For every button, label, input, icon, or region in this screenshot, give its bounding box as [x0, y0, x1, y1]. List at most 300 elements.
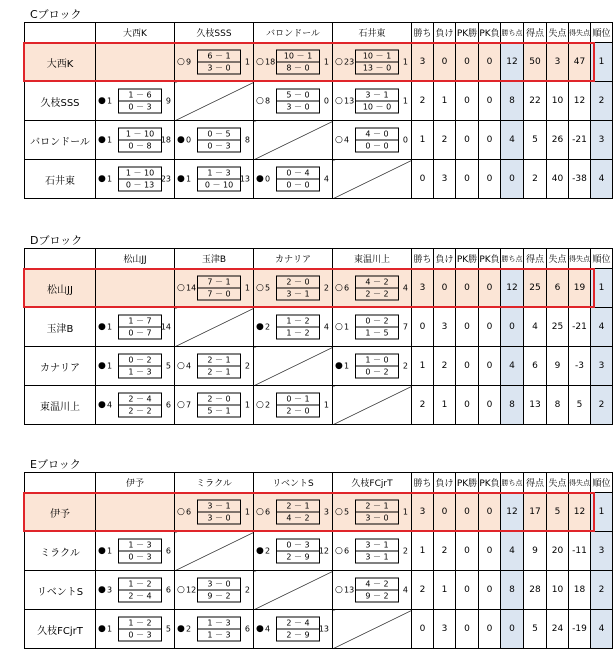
match-cell [96, 571, 175, 610]
stat-losses: 3 [434, 308, 456, 347]
stat-goal-difference: -38 [569, 160, 591, 199]
match-cell [254, 386, 333, 425]
stat-goals-against: 24 [547, 610, 569, 649]
goals-conceded: 14 [160, 322, 171, 332]
stat-wins: 3 [412, 493, 434, 532]
match-cell [175, 121, 254, 160]
stat-pk-wins: 0 [456, 121, 479, 160]
second-half-score: 0 － 3 [198, 140, 240, 152]
second-half-score: 8 － 0 [277, 62, 319, 74]
first-half-score: 1 － 0 [365, 355, 389, 365]
result-mark: ● [177, 624, 185, 634]
match-cell [96, 610, 175, 649]
second-half-score: 0 － 2 [356, 366, 398, 378]
match-cell [96, 160, 175, 199]
half-scores [197, 617, 241, 642]
first-half-score: 5 － 0 [286, 90, 310, 100]
first-half-score: 4 － 0 [365, 129, 389, 139]
goals-scored: 6 [265, 507, 271, 517]
col-header-goals-against: 失点 [547, 23, 569, 43]
stat-pk-wins: 0 [456, 610, 479, 649]
goals-scored: 4 [186, 361, 192, 371]
half-scores [355, 539, 399, 564]
col-header-team: 伊予 [96, 473, 175, 493]
half-scores [197, 128, 241, 153]
first-half-score: 6 － 1 [207, 51, 231, 61]
stat-rank: 2 [591, 571, 613, 610]
first-half-score: 2 － 1 [365, 501, 389, 511]
result-mark: ● [256, 174, 264, 184]
stat-pk-wins: 0 [456, 269, 479, 308]
col-header-rank: 順位 [591, 473, 613, 493]
stat-pk-losses: 0 [479, 43, 501, 82]
second-half-score: 2 － 0 [277, 405, 319, 417]
goals-scored: 18 [265, 57, 276, 67]
first-half-score: 2 － 1 [286, 501, 310, 511]
stat-pk-losses: 0 [479, 82, 501, 121]
goals-conceded: 2 [244, 361, 250, 371]
stat-goals-for: 9 [524, 532, 547, 571]
goals-scored: 6 [186, 507, 192, 517]
goals-scored: 5 [344, 507, 350, 517]
col-header-team: カナリア [254, 249, 333, 269]
stat-goal-difference: -11 [569, 532, 591, 571]
goals-scored: 2 [265, 322, 271, 332]
half-scores [355, 315, 399, 340]
second-half-score: 7 － 0 [198, 288, 240, 300]
stat-rank: 2 [591, 82, 613, 121]
result-mark: ○ [177, 585, 185, 595]
stat-goal-difference: 18 [569, 571, 591, 610]
corner-cell [25, 249, 96, 269]
col-header-rank: 順位 [591, 23, 613, 43]
row-header-team: ミラクル [25, 532, 96, 571]
first-half-score: 10 － 1 [362, 51, 392, 61]
team-row [25, 386, 613, 425]
half-scores [355, 578, 399, 603]
stat-wins: 0 [412, 160, 434, 199]
team-row [25, 493, 613, 532]
stat-pk-wins: 0 [456, 493, 479, 532]
match-cell [333, 82, 412, 121]
team-row [25, 308, 613, 347]
stat-win-points: 4 [501, 347, 524, 386]
team-row [25, 160, 613, 199]
goals-conceded: 23 [160, 174, 171, 184]
goals-conceded: 6 [165, 585, 171, 595]
first-half-score: 2 － 0 [286, 277, 310, 287]
stat-goals-for: 13 [524, 386, 547, 425]
col-header-pk-wins: PK勝 [456, 473, 479, 493]
goals-scored: 1 [107, 135, 113, 145]
col-header-goals-against: 失点 [547, 473, 569, 493]
stat-wins: 3 [412, 269, 434, 308]
stat-pk-losses: 0 [479, 571, 501, 610]
goals-conceded: 2 [402, 361, 408, 371]
stat-win-points: 0 [501, 610, 524, 649]
result-mark: ○ [335, 57, 343, 67]
match-cell [333, 493, 412, 532]
goals-scored: 1 [107, 546, 113, 556]
goals-conceded: 4 [402, 585, 408, 595]
stat-losses: 2 [434, 121, 456, 160]
match-cell [333, 43, 412, 82]
stat-goals-for: 6 [524, 347, 547, 386]
stat-goals-for: 25 [524, 269, 547, 308]
stat-goals-for: 5 [524, 121, 547, 160]
stat-goal-difference: 12 [569, 493, 591, 532]
half-scores [197, 50, 241, 75]
col-header-pk-losses: PK負 [479, 23, 501, 43]
stat-goals-against: 9 [547, 347, 569, 386]
second-half-score: 2 － 9 [277, 551, 319, 563]
stat-win-points: 4 [501, 532, 524, 571]
match-cell [254, 308, 333, 347]
second-half-score: 9 － 2 [198, 590, 240, 602]
self-match-cell [333, 610, 412, 649]
match-cell [333, 269, 412, 308]
stat-pk-wins: 0 [456, 160, 479, 199]
second-half-score: 1 － 2 [277, 327, 319, 339]
stat-losses: 2 [434, 347, 456, 386]
goals-scored: 1 [107, 96, 113, 106]
first-half-score: 3 － 1 [365, 90, 389, 100]
goals-conceded: 4 [323, 322, 329, 332]
goals-conceded: 1 [244, 57, 250, 67]
goals-scored: 1 [344, 361, 350, 371]
stat-win-points: 4 [501, 121, 524, 160]
match-cell [254, 160, 333, 199]
half-scores [118, 393, 162, 418]
stat-goals-for: 4 [524, 308, 547, 347]
col-header-team: 東温川上 [333, 249, 412, 269]
goals-conceded: 1 [244, 400, 250, 410]
match-cell [254, 493, 333, 532]
first-half-score: 2 － 0 [207, 394, 231, 404]
second-half-score: 10 － 0 [356, 101, 398, 113]
stat-pk-wins: 0 [456, 347, 479, 386]
stat-pk-losses: 0 [479, 269, 501, 308]
stat-goals-against: 26 [547, 121, 569, 160]
stat-goals-for: 17 [524, 493, 547, 532]
row-header-team: 大西K [25, 43, 96, 82]
result-mark: ○ [177, 283, 185, 293]
stat-goal-difference: -21 [569, 308, 591, 347]
goals-scored: 12 [186, 585, 197, 595]
goals-conceded: 3 [323, 507, 329, 517]
col-header-losses: 負け [434, 249, 456, 269]
result-mark: ● [177, 174, 185, 184]
team-row [25, 610, 613, 649]
col-header-rank: 順位 [591, 249, 613, 269]
goals-scored: 4 [265, 624, 271, 634]
stat-wins: 3 [412, 43, 434, 82]
stat-rank: 3 [591, 532, 613, 571]
goals-scored: 4 [344, 135, 350, 145]
stat-wins: 2 [412, 82, 434, 121]
goals-scored: 1 [107, 322, 113, 332]
goals-scored: 3 [107, 585, 113, 595]
col-header-pk-losses: PK負 [479, 249, 501, 269]
goals-scored: 9 [186, 57, 192, 67]
row-header-team: カナリア [25, 347, 96, 386]
stat-pk-wins: 0 [456, 308, 479, 347]
stat-pk-losses: 0 [479, 121, 501, 160]
stat-goals-against: 8 [547, 386, 569, 425]
row-header-team: リベントS [25, 571, 96, 610]
stat-losses: 3 [434, 160, 456, 199]
col-header-losses: 負け [434, 23, 456, 43]
match-cell [96, 308, 175, 347]
col-header-goals-for: 得点 [524, 473, 547, 493]
corner-cell [25, 23, 96, 43]
stat-wins: 0 [412, 610, 434, 649]
stat-win-points: 0 [501, 308, 524, 347]
stat-win-points: 12 [501, 43, 524, 82]
match-cell [175, 347, 254, 386]
col-header-goals-for: 得点 [524, 23, 547, 43]
result-mark: ● [98, 546, 106, 556]
goals-conceded: 13 [318, 624, 329, 634]
stat-goal-difference: 19 [569, 269, 591, 308]
col-header-win-points: 勝ち点 [501, 249, 524, 269]
goals-scored: 23 [344, 57, 355, 67]
col-header-team: 玉津B [175, 249, 254, 269]
goals-conceded: 1 [402, 57, 408, 67]
half-scores [118, 128, 162, 153]
second-half-score: 3 － 0 [356, 512, 398, 524]
second-half-score: 1 － 5 [356, 327, 398, 339]
second-half-score: 4 － 2 [277, 512, 319, 524]
self-match-cell [333, 160, 412, 199]
col-header-pk-losses: PK負 [479, 473, 501, 493]
self-match-cell [254, 347, 333, 386]
self-match-cell [254, 121, 333, 160]
stat-goals-against: 5 [547, 493, 569, 532]
stat-goals-against: 6 [547, 269, 569, 308]
team-row [25, 121, 613, 160]
half-scores [355, 276, 399, 301]
half-scores [197, 500, 241, 525]
stat-losses: 1 [434, 571, 456, 610]
first-half-score: 1 － 3 [207, 168, 231, 178]
goals-scored: 0 [265, 174, 271, 184]
first-half-score: 7 － 1 [207, 277, 231, 287]
goals-conceded: 0 [323, 96, 329, 106]
first-half-score: 1 － 3 [207, 618, 231, 628]
corner-cell [25, 473, 96, 493]
second-half-score: 2 － 9 [277, 629, 319, 641]
second-half-score: 13 － 0 [356, 62, 398, 74]
half-scores [118, 617, 162, 642]
match-cell [254, 610, 333, 649]
second-half-score: 0 － 3 [119, 101, 161, 113]
result-mark: ○ [177, 400, 185, 410]
stat-wins: 1 [412, 532, 434, 571]
half-scores [276, 167, 320, 192]
stat-rank: 2 [591, 386, 613, 425]
goals-conceded: 2 [402, 546, 408, 556]
first-half-score: 0 － 2 [128, 355, 152, 365]
match-cell [254, 269, 333, 308]
first-half-score: 1 － 6 [128, 90, 152, 100]
stat-pk-wins: 0 [456, 386, 479, 425]
first-half-score: 1 － 2 [286, 316, 310, 326]
goals-scored: 2 [265, 400, 271, 410]
result-mark: ○ [335, 96, 343, 106]
col-header-team: 石井東 [333, 23, 412, 43]
first-half-score: 1 － 7 [128, 316, 152, 326]
result-mark: ○ [335, 585, 343, 595]
match-cell [175, 571, 254, 610]
goals-scored: 1 [107, 174, 113, 184]
result-mark: ○ [177, 507, 185, 517]
half-scores [276, 500, 320, 525]
stat-losses: 1 [434, 386, 456, 425]
match-cell [96, 532, 175, 571]
result-mark: ○ [335, 283, 343, 293]
block-0 [0, 0, 611, 197]
goals-conceded: 2 [244, 585, 250, 595]
stat-wins: 1 [412, 121, 434, 160]
goals-conceded: 4 [323, 174, 329, 184]
match-cell [333, 347, 412, 386]
first-half-score: 4 － 2 [365, 579, 389, 589]
block-title: Dブロック [30, 234, 83, 247]
result-mark: ● [98, 624, 106, 634]
row-header-team: 玉津B [25, 308, 96, 347]
stat-rank: 1 [591, 493, 613, 532]
goals-conceded: 18 [160, 135, 171, 145]
stat-goals-for: 50 [524, 43, 547, 82]
second-half-score: 1 － 3 [198, 629, 240, 641]
half-scores [197, 354, 241, 379]
second-half-score: 2 － 2 [356, 288, 398, 300]
col-header-goal-difference: 得失点 [569, 249, 591, 269]
stat-pk-losses: 0 [479, 493, 501, 532]
half-scores [355, 500, 399, 525]
goals-scored: 0 [186, 135, 192, 145]
result-mark: ● [98, 322, 106, 332]
stat-rank: 4 [591, 308, 613, 347]
self-match-cell [175, 308, 254, 347]
match-cell [96, 121, 175, 160]
result-mark: ● [256, 322, 264, 332]
second-half-score: 9 － 2 [356, 590, 398, 602]
result-mark: ○ [335, 135, 343, 145]
col-header-wins: 勝ち [412, 249, 434, 269]
goals-conceded: 1 [323, 57, 329, 67]
stat-goals-against: 20 [547, 532, 569, 571]
self-match-cell [175, 532, 254, 571]
stat-pk-losses: 0 [479, 160, 501, 199]
stat-pk-wins: 0 [456, 532, 479, 571]
match-cell [96, 347, 175, 386]
stat-pk-wins: 0 [456, 571, 479, 610]
first-half-score: 0 － 5 [207, 129, 231, 139]
stat-goals-for: 28 [524, 571, 547, 610]
goals-scored: 14 [186, 283, 197, 293]
col-header-win-points: 勝ち点 [501, 473, 524, 493]
result-mark: ○ [256, 283, 264, 293]
goals-conceded: 6 [165, 546, 171, 556]
goals-scored: 5 [265, 283, 271, 293]
half-scores [355, 50, 399, 75]
stat-win-points: 8 [501, 82, 524, 121]
goals-scored: 13 [344, 96, 355, 106]
goals-conceded: 8 [244, 135, 250, 145]
goals-conceded: 1 [402, 96, 408, 106]
result-mark: ● [256, 546, 264, 556]
goals-scored: 1 [186, 174, 192, 184]
half-scores [118, 315, 162, 340]
first-half-score: 3 － 1 [365, 540, 389, 550]
half-scores [118, 89, 162, 114]
match-cell [96, 386, 175, 425]
match-cell [96, 82, 175, 121]
goals-conceded: 5 [165, 624, 171, 634]
match-cell [175, 493, 254, 532]
result-mark: ● [98, 174, 106, 184]
goals-conceded: 9 [165, 96, 171, 106]
block-title: Cブロック [30, 8, 82, 21]
team-row [25, 532, 613, 571]
col-header-team: リベントS [254, 473, 333, 493]
goals-conceded: 1 [402, 507, 408, 517]
half-scores [276, 617, 320, 642]
team-row [25, 269, 613, 308]
first-half-score: 0 － 4 [286, 168, 310, 178]
stat-pk-losses: 0 [479, 532, 501, 571]
half-scores [276, 539, 320, 564]
first-half-score: 2 － 4 [128, 394, 152, 404]
goals-scored: 13 [344, 585, 355, 595]
result-mark: ● [98, 400, 106, 410]
stat-pk-losses: 0 [479, 347, 501, 386]
goals-conceded: 5 [165, 361, 171, 371]
header-row [25, 473, 613, 493]
match-cell [175, 386, 254, 425]
goals-scored: 6 [344, 283, 350, 293]
stat-wins: 2 [412, 571, 434, 610]
stat-rank: 4 [591, 160, 613, 199]
header-row [25, 249, 613, 269]
second-half-score: 3 － 1 [356, 551, 398, 563]
self-match-cell [96, 269, 175, 308]
match-cell [175, 160, 254, 199]
match-cell [254, 532, 333, 571]
stat-losses: 3 [434, 610, 456, 649]
stat-losses: 2 [434, 532, 456, 571]
first-half-score: 1 － 10 [125, 168, 155, 178]
result-mark: ○ [177, 361, 185, 371]
row-header-team: 伊予 [25, 493, 96, 532]
match-cell [333, 121, 412, 160]
result-mark: ● [177, 135, 185, 145]
stat-goals-against: 10 [547, 82, 569, 121]
stat-win-points: 8 [501, 386, 524, 425]
goals-scored: 4 [107, 400, 113, 410]
stat-losses: 0 [434, 269, 456, 308]
second-half-score: 0 － 8 [119, 140, 161, 152]
match-cell [175, 610, 254, 649]
second-half-score: 0 － 0 [356, 140, 398, 152]
match-cell [254, 43, 333, 82]
row-header-team: 松山JJ [25, 269, 96, 308]
row-header-team: バロンドール [25, 121, 96, 160]
stat-rank: 3 [591, 347, 613, 386]
stat-goals-against: 25 [547, 308, 569, 347]
